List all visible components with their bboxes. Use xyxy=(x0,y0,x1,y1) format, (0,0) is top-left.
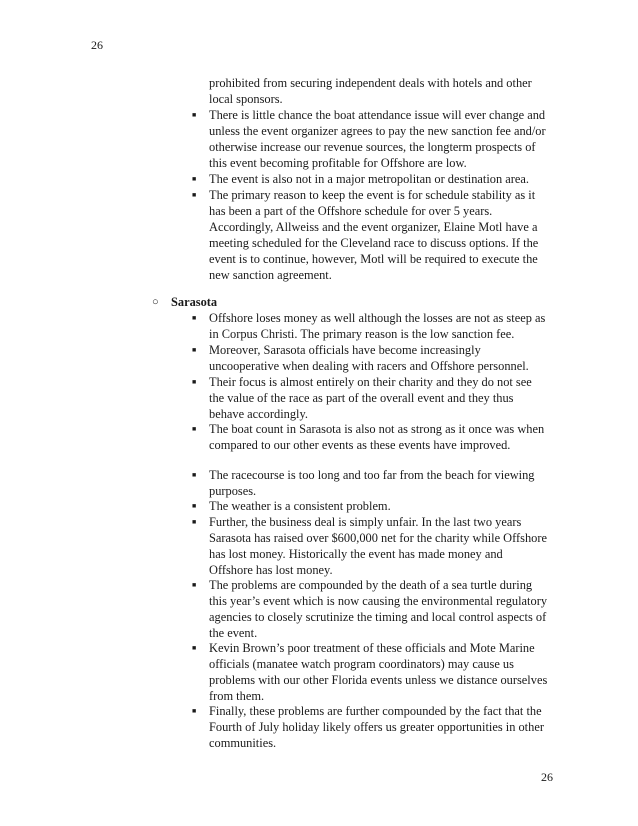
square-bullet-icon: ■ xyxy=(192,191,197,199)
hollow-circle-bullet-icon: ○ xyxy=(152,296,159,308)
section-title: Sarasota xyxy=(171,295,218,309)
square-bullet-icon: ■ xyxy=(192,471,197,479)
list-item-text: The event is also not in a major metropolitan or destination area. xyxy=(209,172,529,186)
list-item-text: Their focus is almost entirely on their charity and they do not see the value of the race as part of the overall event and they thus behave accordingly. xyxy=(209,375,532,421)
list-item-text: The primary reason to keep the event is for schedule stability as it has been a part of the Offshore schedule for over 5 years. Accordingly, Allweiss and the event organizer, Elaine Motl have a meeting scheduled for the Cleveland race to discuss options. If the event is to continue, however, Motl will be required to execute the new sanction agreement. xyxy=(209,188,539,282)
page-number-top: 26 xyxy=(91,38,103,52)
square-bullet-icon: ■ xyxy=(192,175,197,183)
square-bullet-icon: ■ xyxy=(192,314,197,322)
list-item-text: Kevin Brown’s poor treatment of these officials and Mote Marine officials (manatee watch program coordinators) may cause us problems with our other Florida events unless we distance ourselves from them. xyxy=(209,641,548,703)
square-bullet-icon: ■ xyxy=(192,111,197,119)
list-item-text: Offshore loses money as well although the losses are not as steep as in Corpus Christi. The primary reason is the low sanction fee. xyxy=(209,311,546,341)
list-item-text: Moreover, Sarasota officials have become increasingly uncooperative when dealing with racers and Offshore personnel. xyxy=(209,343,529,373)
list-item-text: The weather is a consistent problem. xyxy=(209,499,391,513)
list-item-text: Finally, these problems are further compounded by the fact that the Fourth of July holiday likely offers us greater opportunities in other communities. xyxy=(209,704,544,750)
square-bullet-icon: ■ xyxy=(192,518,197,526)
square-bullet-icon: ■ xyxy=(192,707,197,715)
page-number-bottom: 26 xyxy=(541,770,553,784)
square-bullet-icon: ■ xyxy=(192,378,197,386)
list-item-text: The racecourse is too long and too far from the beach for viewing purposes. xyxy=(209,468,535,498)
square-bullet-icon: ■ xyxy=(192,425,197,433)
list-item-text: Further, the business deal is simply unfair. In the last two years Sarasota has raised over $600,000 net for the charity while Offshore has lost money. Historically the event has made money and Offshore has lost money. xyxy=(209,515,548,577)
continued-paragraph: prohibited from securing independent deals with hotels and other local sponsors. xyxy=(209,76,532,106)
square-bullet-icon: ■ xyxy=(192,581,197,589)
list-item-text: The problems are compounded by the death of a sea turtle during this year’s event which is now causing the environmental regulatory agencies to closely scrutinize the timing and local control aspects of the event. xyxy=(209,578,548,640)
list-item-text: There is little chance the boat attendance issue will ever change and unless the event organizer agrees to pay the new sanction fee and/or otherwise increase our revenue sources, the longterm prospects of this event becoming profitable for Offshore are low. xyxy=(209,108,546,170)
list-item-text: The boat count in Sarasota is also not as strong as it once was when compared to our other events as these events have improved. xyxy=(209,422,545,452)
square-bullet-icon: ■ xyxy=(192,644,197,652)
square-bullet-icon: ■ xyxy=(192,502,197,510)
square-bullet-icon: ■ xyxy=(192,346,197,354)
